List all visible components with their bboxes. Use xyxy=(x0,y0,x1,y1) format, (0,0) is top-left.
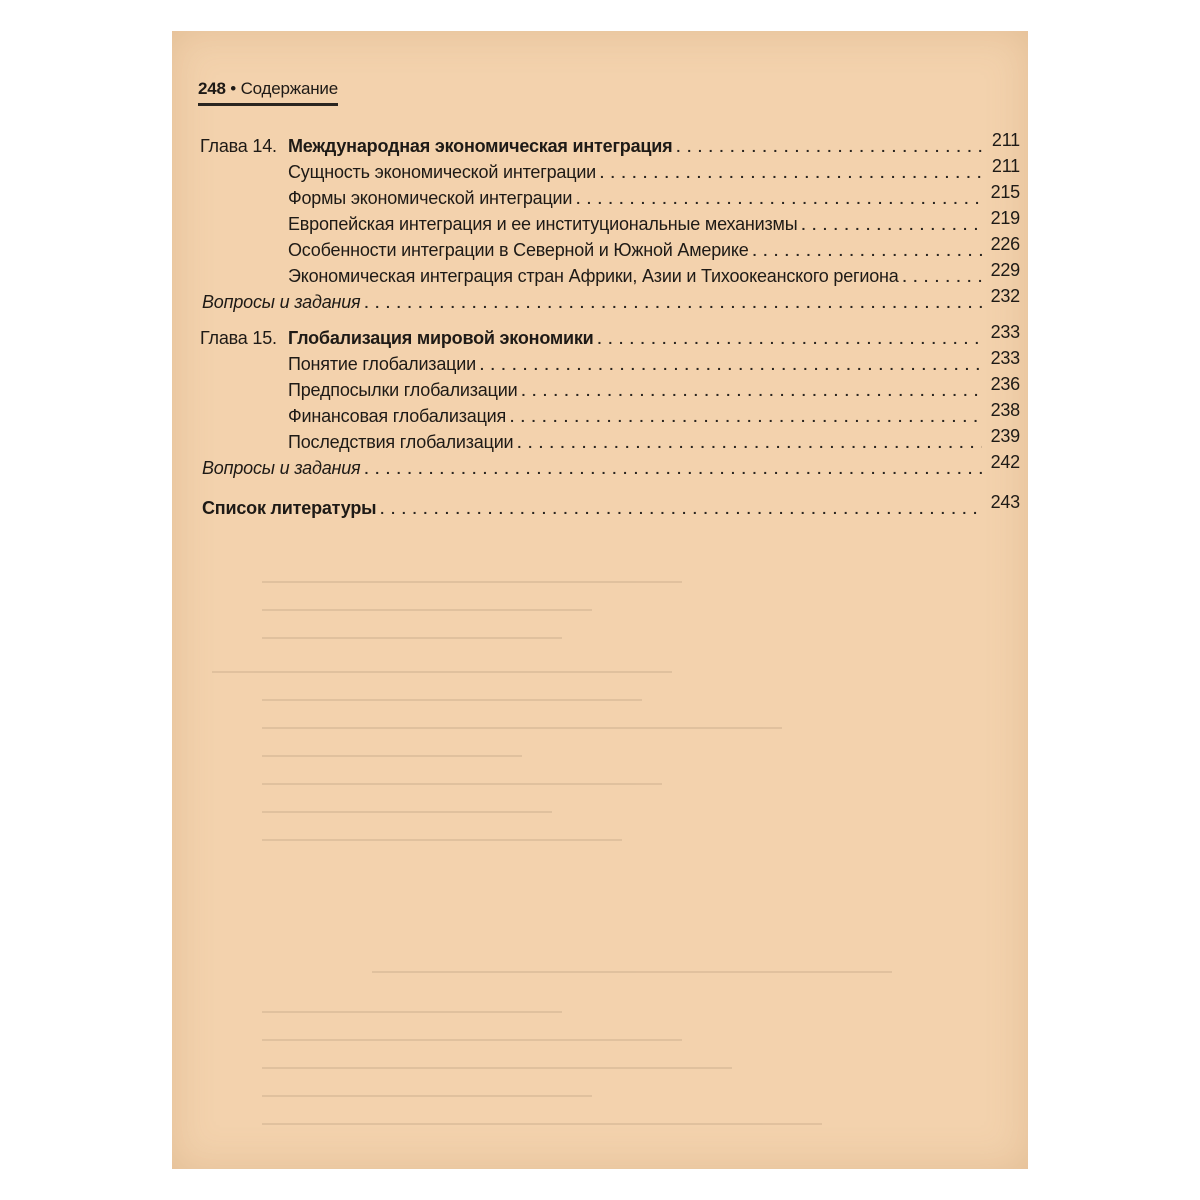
page-number: 239 xyxy=(990,426,1020,446)
dot-leader xyxy=(600,165,982,181)
toc-section xyxy=(200,348,1020,380)
toc-section xyxy=(200,182,1020,214)
page-number: 232 xyxy=(990,286,1020,306)
section-title: Предпосылки глобализации xyxy=(288,380,518,400)
page-number: 243 xyxy=(990,492,1020,512)
chapter-title: Международная экономическая интеграция xyxy=(288,136,673,156)
show-through-texture xyxy=(172,571,1028,1169)
page-number: 238 xyxy=(990,400,1020,420)
dot-leader xyxy=(598,331,982,347)
running-head-separator: • xyxy=(230,79,237,98)
page-number: 229 xyxy=(990,260,1020,280)
section-title: Последствия глобализации xyxy=(288,432,514,452)
chapter-number: Глава 14. xyxy=(200,136,277,156)
section-title: Финансовая глобализация xyxy=(288,406,507,426)
toc-section xyxy=(200,234,1020,266)
page-number: 211 xyxy=(991,156,1020,176)
section-title: Особенности интеграции в Северной и Южной Америке xyxy=(288,240,749,260)
dot-leader xyxy=(364,461,982,477)
questions-title: Вопросы и задания xyxy=(202,458,361,478)
section-title: Европейская интеграция и ее институциональные механизмы xyxy=(288,214,798,234)
dot-leader xyxy=(676,139,982,155)
chapter-title: Глобализация мировой экономики xyxy=(288,328,594,348)
section-title: Формы экономической интеграции xyxy=(288,188,573,208)
toc-bibliography xyxy=(200,492,1020,524)
page-number: 211 xyxy=(991,130,1020,150)
toc-section xyxy=(200,156,1020,188)
running-head-page-number: 248 xyxy=(198,79,226,98)
toc-section xyxy=(200,208,1020,240)
dot-leader xyxy=(576,191,982,207)
chapter-number: Глава 15. xyxy=(200,328,277,348)
dot-leader xyxy=(480,357,982,373)
dot-leader xyxy=(903,269,982,285)
toc-questions xyxy=(200,452,1020,484)
page-number: 233 xyxy=(990,322,1020,342)
dot-leader xyxy=(521,383,982,399)
page-number: 219 xyxy=(990,208,1020,228)
toc-chapter-14 xyxy=(200,130,1020,162)
toc-questions xyxy=(200,286,1020,318)
bibliography-title: Список литературы xyxy=(202,498,377,518)
dot-leader xyxy=(753,243,982,259)
page-number: 226 xyxy=(990,234,1020,254)
running-head-title: Содержание xyxy=(240,79,338,98)
dot-leader xyxy=(801,217,982,233)
dot-leader xyxy=(517,435,982,451)
page-number: 215 xyxy=(990,182,1020,202)
page-number: 233 xyxy=(990,348,1020,368)
questions-title: Вопросы и задания xyxy=(202,292,361,312)
toc-section xyxy=(200,374,1020,406)
dot-leader xyxy=(510,409,982,425)
page-number: 242 xyxy=(990,452,1020,472)
section-title: Экономическая интеграция стран Африки, Азии и Тихоокеанского региона xyxy=(288,266,899,286)
dot-leader xyxy=(380,501,982,517)
toc-section xyxy=(200,426,1020,458)
book-page xyxy=(172,31,1028,1169)
section-title: Сущность экономической интеграции xyxy=(288,162,597,182)
dot-leader xyxy=(364,295,982,311)
page-number: 236 xyxy=(990,374,1020,394)
running-head xyxy=(198,78,338,106)
section-title: Понятие глобализации xyxy=(288,354,476,374)
toc-section xyxy=(200,400,1020,432)
toc-section xyxy=(200,260,1020,292)
table-of-contents xyxy=(200,130,1020,524)
toc-chapter-15 xyxy=(200,322,1020,354)
